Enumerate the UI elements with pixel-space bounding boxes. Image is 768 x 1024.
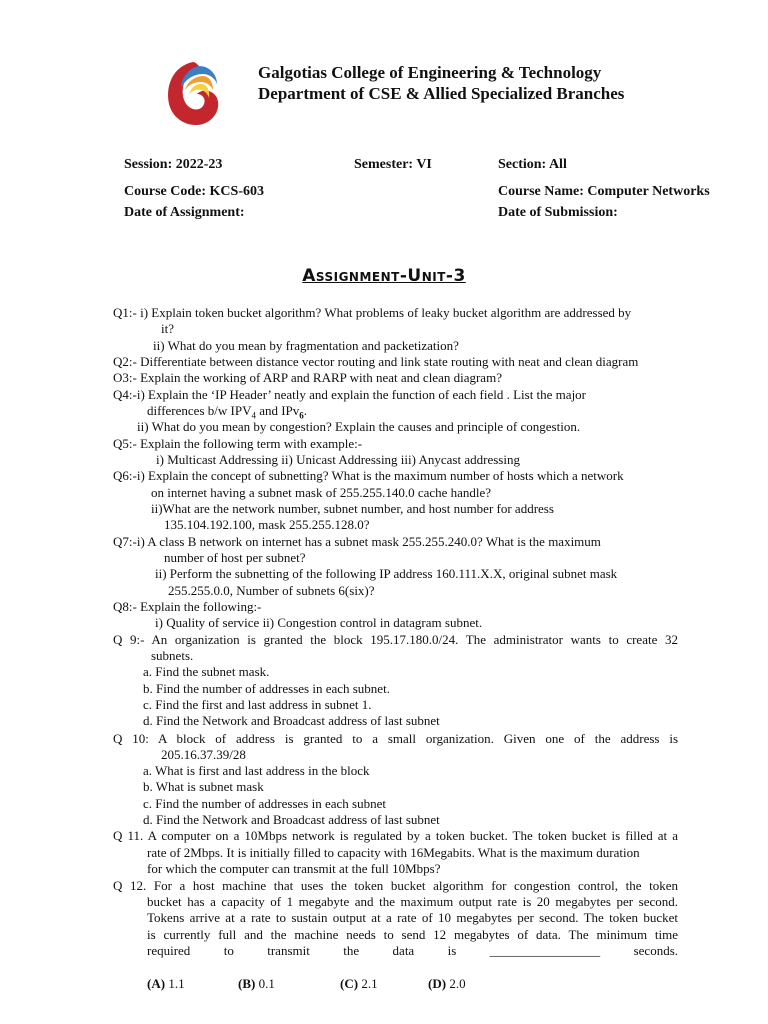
q12-line-cont2: Tokens arrive at a rate to sustain output at a rate of 10 megabytes per second. The token bucket	[147, 910, 678, 925]
option-d: (D) 2.0	[428, 976, 466, 991]
q5-line: Q5:- Explain the following term with example:-	[113, 436, 363, 451]
q12-line-cont: bucket has a capacity of 1 megabyte and the maximum output rate is 20 megabytes per second.	[147, 894, 678, 909]
date-of-assignment-label: Date of Assignment:	[124, 205, 245, 220]
q6-line: Q6:-i) Explain the concept of subnetting? What is the maximum number of hosts which a network	[113, 468, 624, 483]
section-label: Section: All	[498, 157, 567, 172]
q8-line: Q8:- Explain the following:-	[113, 599, 262, 614]
session-label: Session: 2022-23	[124, 157, 223, 172]
q10-c: c. Find the number of addresses in each subnet	[143, 796, 386, 811]
q9-line: Q 9:- An organization is granted the block 195.17.180.0/24. The administrator wants to create 32	[113, 632, 678, 647]
assignment-title: Assignment-Unit-3	[302, 266, 466, 286]
date-of-submission-label: Date of Submission:	[498, 205, 618, 220]
q12-line: Q 12. For a host machine that uses the token bucket algorithm for congestion control, the token	[113, 878, 678, 893]
q7-line: Q7:-i) A class B network on internet has a subnet mask 255.255.240.0? What is the maximum	[113, 534, 601, 549]
q11-line-cont: rate of 2Mbps. It is initially filled to capacity with 16Megabits. What is the maximum duration	[147, 845, 640, 860]
q9-c: c. Find the first and last address in subnet 1.	[143, 697, 372, 712]
course-code-label: Course Code: KCS-603	[124, 184, 264, 199]
q5-terms: i) Multicast Addressing ii) Unicast Addressing iii) Anycast addressing	[156, 452, 520, 467]
q11-line: Q 11. A computer on a 10Mbps network is regulated by a token bucket. The token bucket is filled at a	[113, 828, 678, 843]
option-c: (C) 2.1	[340, 976, 378, 991]
q11-line-cont2: for which the computer can transmit at the full 10Mbps?	[147, 861, 441, 876]
q10-a: a. What is first and last address in the block	[143, 763, 370, 778]
q4-part-ii: ii) What do you mean by congestion? Explain the causes and principle of congestion.	[137, 419, 581, 434]
q7-part-ii: ii) Perform the subnetting of the following IP address 160.111.X.X, original subnet mask	[155, 566, 618, 581]
q2-line: Q2:- Differentiate between distance vector routing and link state routing with neat and clean diagram	[113, 354, 639, 369]
q4-line: Q4:-i) Explain the ‘IP Header’ neatly and explain the function of each field . List the major	[113, 387, 587, 402]
q7-part-ii-cont: 255.255.0.0, Number of subnets 6(six)?	[168, 583, 375, 598]
q6-part-ii-cont: 135.104.192.100, mask 255.255.128.0?	[164, 517, 370, 532]
q1-part-ii: ii) What do you mean by fragmentation and packetization?	[153, 338, 459, 353]
q10-line: Q 10: A block of address is granted to a small organization. Given one of the address is	[113, 731, 678, 746]
course-name-label: Course Name: Computer Networks	[498, 184, 710, 199]
q6-line-cont: on internet having a subnet mask of 255.255.140.0 cache handle?	[151, 485, 492, 500]
q9-b: b. Find the number of addresses in each subnet.	[143, 681, 390, 696]
option-b: (B) 0.1	[238, 976, 275, 991]
q9-d: d. Find the Network and Broadcast address of last subnet	[143, 713, 440, 728]
q4-line-cont: differences b/w $IPV_4$ and IPv$_6$.	[147, 403, 308, 421]
q10-b: b. What is subnet mask	[143, 779, 264, 794]
semester-label: Semester: VI	[354, 157, 432, 172]
q12-line-cont4: required to transmit the data is _________________ seconds.	[147, 943, 678, 958]
q3-line: O3:- Explain the working of ARP and RARP with neat and clean diagram?	[113, 370, 502, 385]
q9-a: a. Find the subnet mask.	[143, 664, 270, 679]
college-name: Galgotias College of Engineering & Technology	[258, 63, 602, 82]
q8-terms: i) Quality of service ii) Congestion control in datagram subnet.	[155, 615, 483, 630]
q1-line-cont: it?	[161, 321, 174, 336]
college-logo	[163, 58, 225, 130]
department-name: Department of CSE & Allied Specialized Branches	[258, 84, 625, 103]
q10-d: d. Find the Network and Broadcast address of last subnet	[143, 812, 440, 827]
option-a: (A) 1.1	[147, 976, 185, 991]
q1-line: Q1:- i) Explain token bucket algorithm? What problems of leaky bucket algorithm are addressed by	[113, 305, 632, 320]
q9-line-cont: subnets.	[151, 648, 194, 663]
q12-line-cont3: is currently full and the machine needs to send 12 megabytes of data. The minimum time	[147, 927, 678, 942]
q10-line-cont: 205.16.37.39/28	[161, 747, 246, 762]
q7-line-cont: number of host per subnet?	[164, 550, 306, 565]
q6-part-ii: ii)What are the network number, subnet number, and host number for address	[151, 501, 554, 516]
